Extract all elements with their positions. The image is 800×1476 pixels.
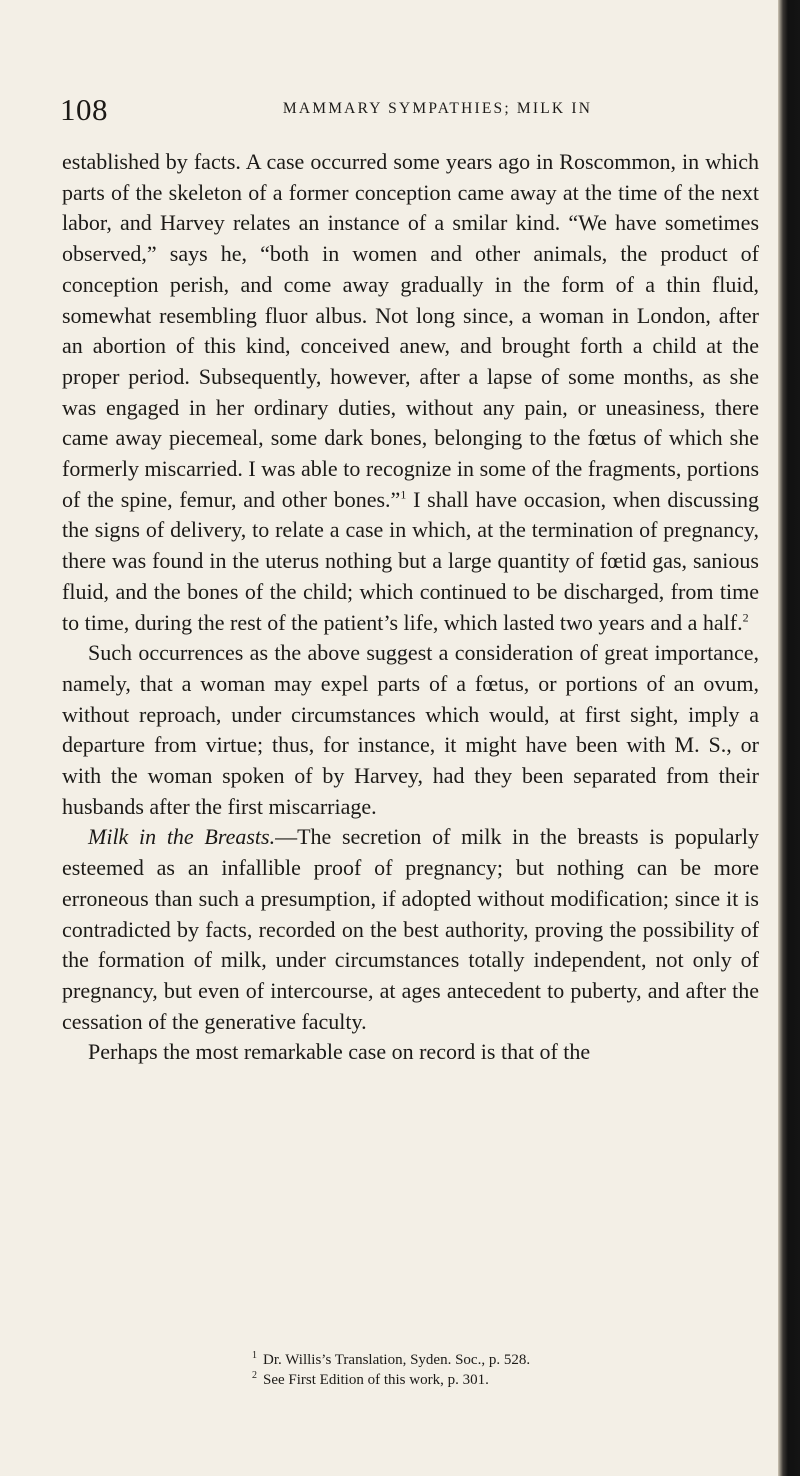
page-header <box>60 92 760 132</box>
footnote-ref-2: 2 <box>742 610 749 625</box>
paragraph-1 <box>62 147 759 638</box>
paragraph-4: Perhaps the most remarkable case on record is that of the <box>88 1039 591 1065</box>
page-number: 108 <box>60 92 108 127</box>
paragraph-3 <box>62 822 759 1037</box>
paragraph-3-text: —The secretion of milk in the breasts is popularly esteemed as an infallible proof of pregnancy; but nothing can be more erroneous than such a presumption, if adopted without modification; since it is contradicted by facts, recorded on the best authority, proving the possibility of the formation of milk, under circumstances totally independent, not only of pregnancy, but even of intercourse, at ages antecedent to puberty, and after the cessation of the generative faculty. <box>62 824 759 1034</box>
page-edge-shadow <box>778 0 800 1476</box>
footnotes <box>62 1350 759 1390</box>
paragraph-1-text-a: established by facts. A case occurred some years ago in Roscommon, in which parts of the skeleton of a former conception came away at the time of the next labor, and Harvey relates an instance of a smilar kind. “We have sometimes observed,” says he, “both in women and other animals, the product of conception perish, and come away gradually in the form of a thin fluid, somewhat resembling fluor albus. Not long since, a woman in London, after an abortion of this kind, conceived anew, and brought forth a child at the proper period. Subsequently, however, after a lapse of some months, as she was engaged in her ordinary duties, without any pain, or uneasiness, there came away piecemeal, some dark bones, belonging to the fœtus of which she formerly miscarried. I was able to recognize in some of the fragments, portions of the spine, femur, and other bones.” <box>62 149 759 512</box>
footnote-text: See First Edition of this work, p. 301. <box>263 1372 489 1388</box>
footnote-mark: 1 <box>252 1350 257 1361</box>
footnote-text: Dr. Willis’s Translation, Syden. Soc., p. 528. <box>263 1352 531 1368</box>
body-text <box>62 147 759 1068</box>
paragraph-1-text-b: I shall have occasion, when discussing the signs of delivery, to relate a case in which, at the termination of pregnancy, there was found in the uterus nothing but a large quantity of fœtid gas, sanious fluid, and the bones of the child; which continued to be discharged, from time to time, during the rest of the patient’s life, which lasted two years and a half. <box>62 486 759 635</box>
section-heading: Milk in the Breasts. <box>88 824 276 850</box>
footnote <box>62 1350 759 1370</box>
footnote-mark: 2 <box>252 1370 257 1381</box>
footnote-ref-1: 1 <box>400 487 407 502</box>
running-title: MAMMARY SYMPATHIES; MILK IN <box>282 100 593 117</box>
footnote <box>62 1370 759 1390</box>
paragraph-2: Such occurrences as the above suggest a consideration of great importance, namely, that a woman may expel parts of a fœtus, or portions of an ovum, without reproach, under circumstances which would, at first sight, imply a departure from virtue; thus, for instance, it might have been with M. S., or with the woman spoken of by Harvey, had they been separated from their husbands after the first miscarriage. <box>62 640 759 819</box>
